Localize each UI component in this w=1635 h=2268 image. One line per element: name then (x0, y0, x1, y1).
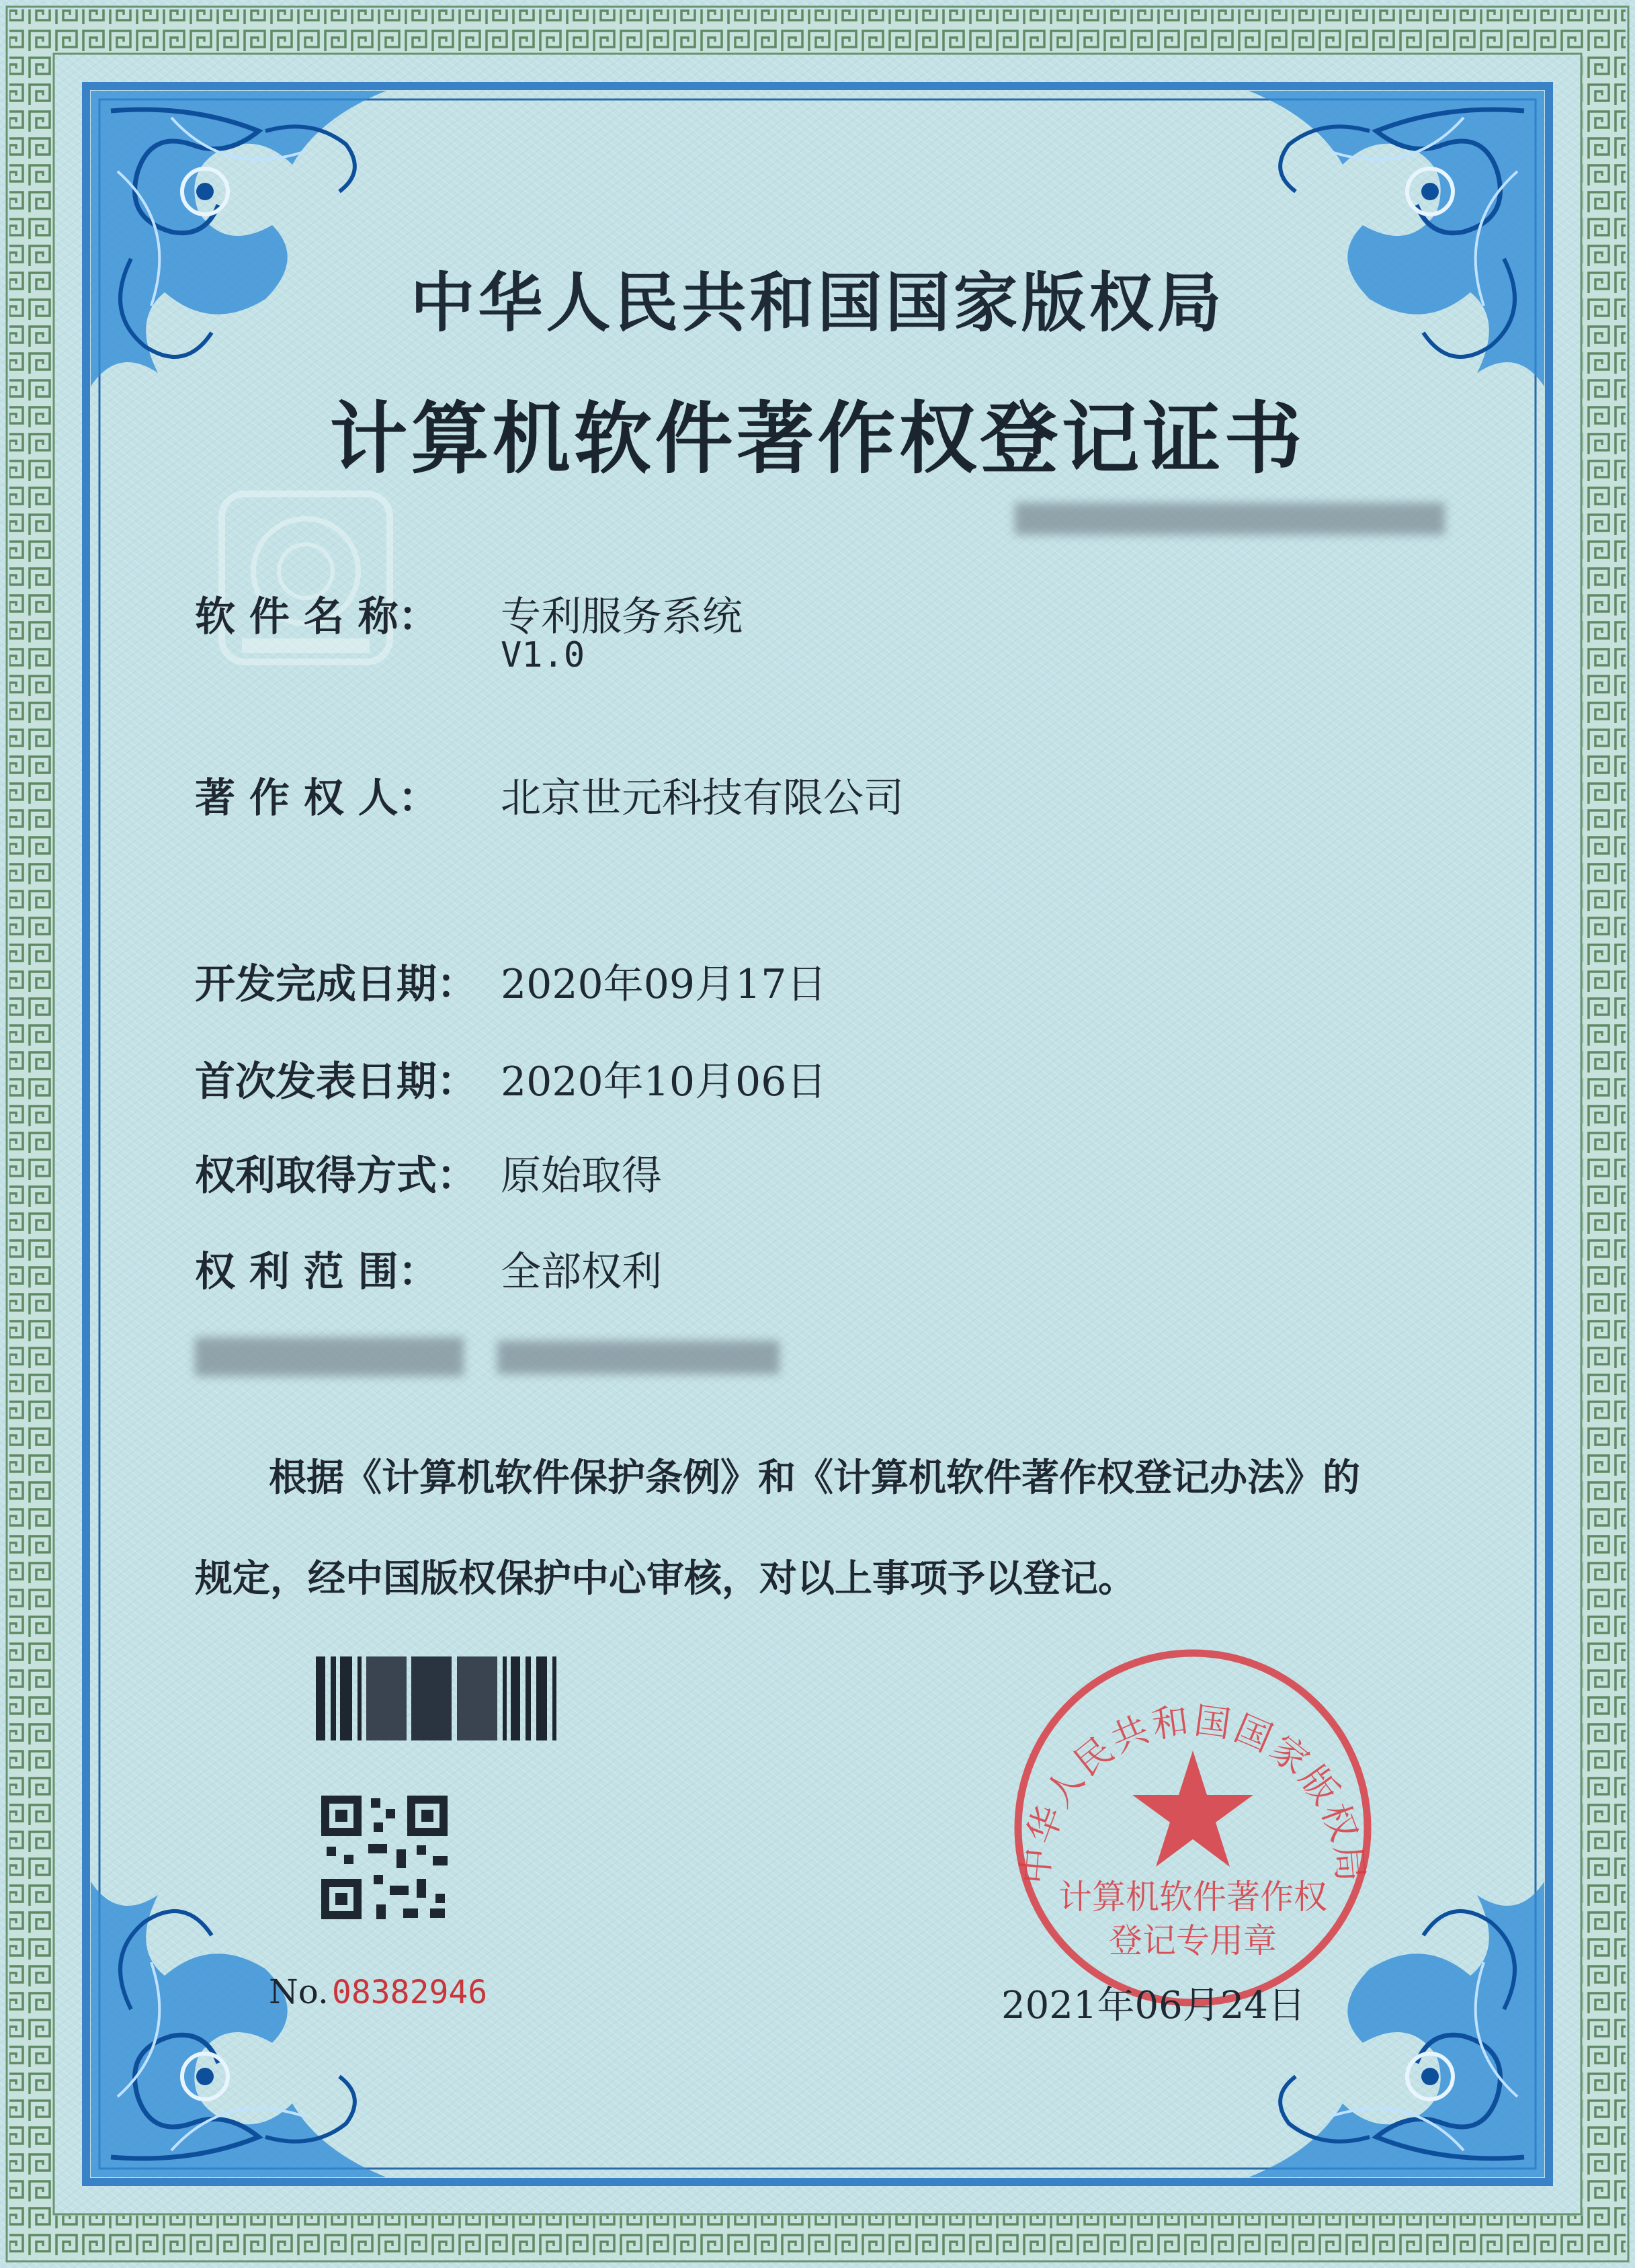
field-label-publication-date: 首次发表日期： (195, 1058, 477, 1105)
redacted-certificate-number (1015, 503, 1445, 535)
serial-label: No. (269, 1972, 329, 2011)
field-value-software-version: V1.0 (501, 635, 585, 675)
field-value-publication-date: 2020年10月06日 (501, 1058, 827, 1105)
field-value-acquisition-method: 原始取得 (501, 1152, 662, 1200)
certificate-title: 计算机软件著作权登记证书 (329, 393, 1306, 485)
redacted-registration-label (195, 1337, 464, 1376)
field-label-software-name: 软 件 名 称： (195, 593, 439, 640)
field-label-acquisition-method: 权利取得方式： (195, 1152, 477, 1200)
seal-line2: 登记专用章 (1109, 1921, 1277, 1960)
field-value-copyright-owner: 北京世元科技有限公司 (501, 775, 904, 822)
seal-ring-text: 中华人民共和国国家版权局 (1013, 1699, 1372, 1886)
field-value-rights-scope: 全部权利 (501, 1249, 662, 1296)
issuer-title: 中华人民共和国国家版权局 (410, 265, 1225, 341)
redacted-registration-number (497, 1341, 780, 1374)
statement-line1: 根据《计算机软件保护条例》和《计算机软件著作权登记办法》的 (269, 1456, 1360, 1500)
field-value-software-name: 专利服务系统 (501, 593, 743, 640)
field-label-copyright-owner: 著 作 权 人： (195, 775, 439, 822)
statement-line2: 规定，经中国版权保护中心审核，对以上事项予以登记。 (195, 1556, 1136, 1601)
field-label-development-date: 开发完成日期： (195, 961, 477, 1008)
issue-date: 2021年06月24日 (1001, 1984, 1306, 2027)
serial-number-value: 08382946 (331, 1974, 488, 2011)
serial-number (269, 1972, 487, 2011)
field-label-rights-scope: 权 利 范 围： (195, 1249, 439, 1296)
field-value-development-date: 2020年09月17日 (501, 961, 827, 1008)
seal-line1: 计算机软件著作权 (1058, 1878, 1327, 1917)
